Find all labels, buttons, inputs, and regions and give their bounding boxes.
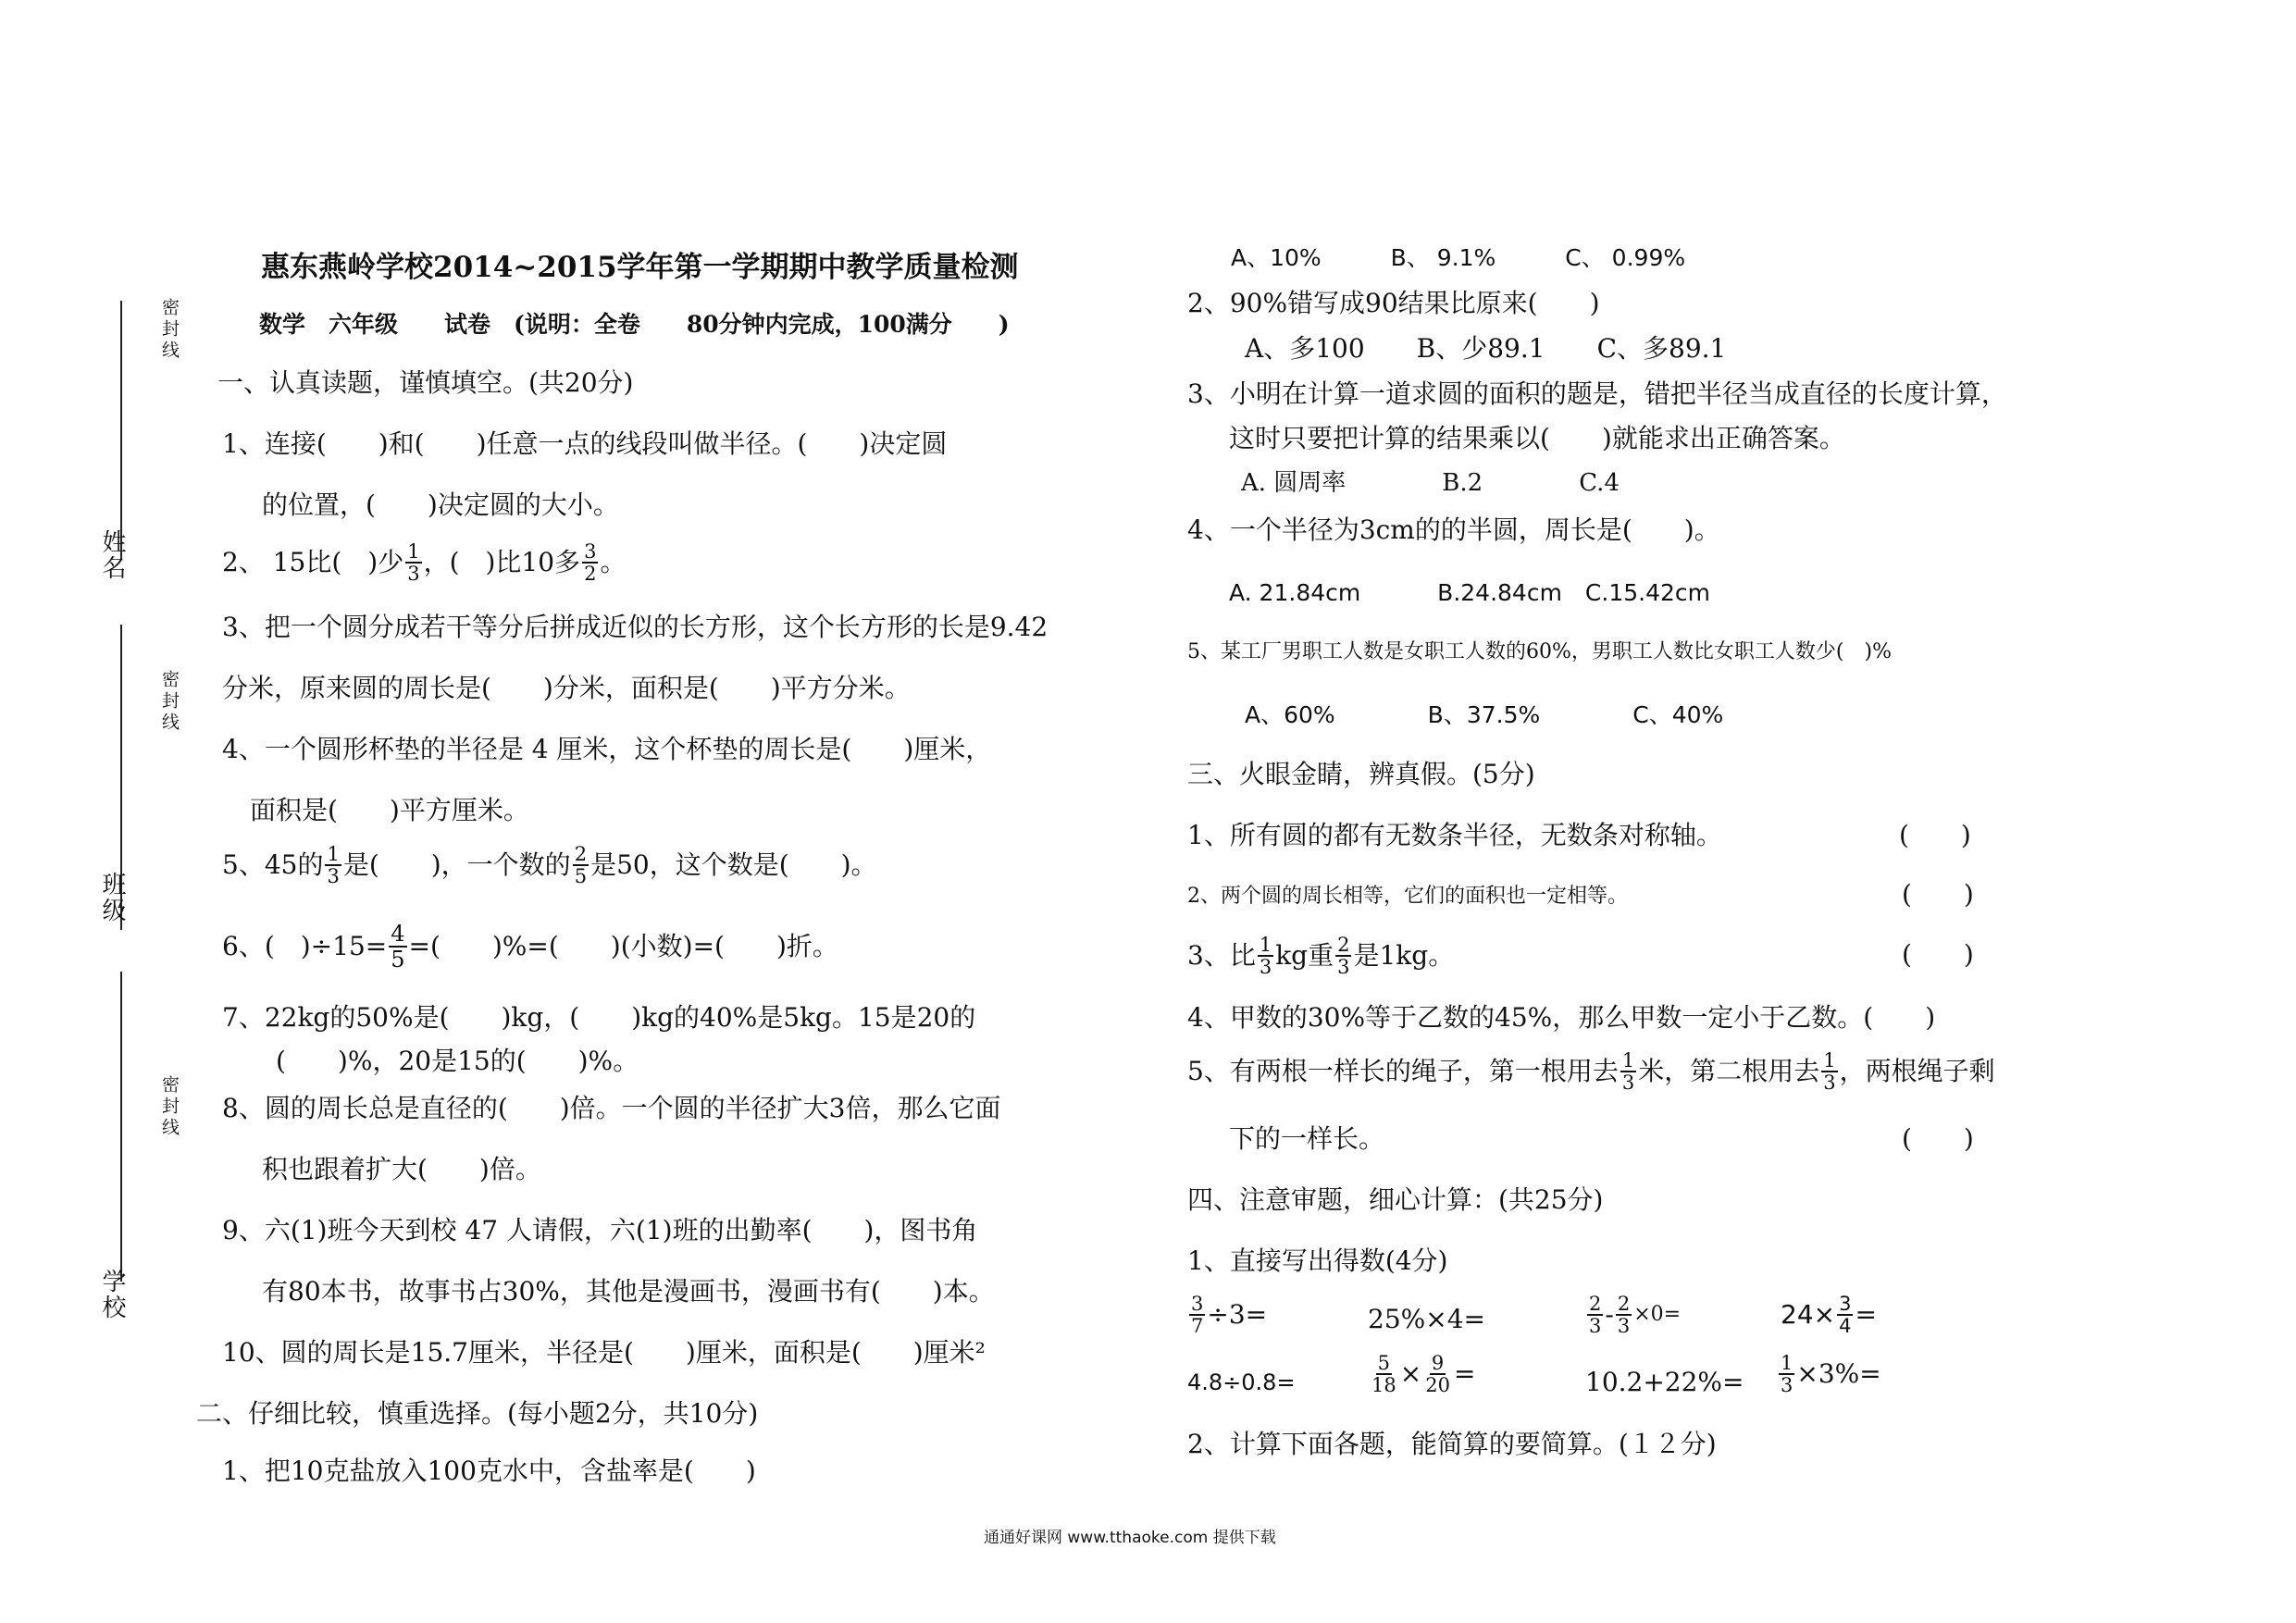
s3-q5-answer-paren[interactable]: ( ): [1902, 1123, 1974, 1154]
numerator: 2: [574, 843, 588, 865]
denominator: 18: [1371, 1374, 1396, 1396]
calc-item-5: 4.8÷0.8=: [1187, 1369, 1296, 1395]
s1-q6-part2: =( )%=( )(小数)=( )折。: [408, 931, 838, 961]
s3-q3-part3: 是1kg。: [1353, 940, 1455, 971]
fraction: [573, 844, 589, 886]
s1-q1-line2: 的位置，( )决定圆的大小。: [262, 489, 619, 520]
s2-q5-options: A、60% B、37.5% C、40%: [1245, 701, 1724, 728]
s2-q4: 4、一个半径为3cm的的半圆，周长是( )。: [1187, 514, 1720, 545]
name-label: 姓名: [98, 529, 126, 581]
denominator: 3: [1617, 1315, 1631, 1337]
denominator: 4: [1839, 1315, 1852, 1337]
footer-source: 通通好课网 www.tthaoke.com 提供下载: [984, 1529, 1276, 1547]
fraction: [1779, 1353, 1794, 1395]
s2-q1: 1、把10克盐放入100克水中，含盐率是( ): [222, 1456, 756, 1486]
s2-q3-line2: 这时只要把计算的结果乘以( )就能求出正确答案。: [1229, 423, 1845, 453]
denominator: 3: [1781, 1374, 1793, 1396]
numerator: 1: [1823, 1049, 1836, 1072]
numerator: 1: [407, 540, 420, 563]
s2-q3-line1: 3、小明在计算一道求圆的面积的题是，错把半径当成直径的长度计算，: [1187, 378, 2007, 409]
denominator: 5: [574, 865, 588, 887]
binding-line-3: [120, 972, 122, 1282]
fraction: [1616, 1294, 1632, 1336]
calc-item-4-rest: =: [1855, 1299, 1877, 1330]
denominator: 20: [1425, 1374, 1450, 1396]
fraction: [1837, 1294, 1853, 1336]
s3-q5-part3: ，两根绳子剩: [1839, 1056, 1995, 1086]
s1-q2-part3: 。: [600, 547, 627, 577]
numerator: 2: [1589, 1293, 1602, 1315]
s3-q2-answer-paren[interactable]: ( ): [1902, 879, 1974, 910]
numerator: 4: [391, 921, 405, 947]
s1-q7-line1: 7、22kg的50%是( )kg，( )kg的40%是5kg。15是20的: [222, 1002, 976, 1033]
calc-item-2: 25%×4=: [1368, 1304, 1485, 1334]
calc-item-3: [1585, 1294, 1681, 1336]
calc-item-3-op: -: [1605, 1299, 1614, 1330]
fraction: [325, 844, 341, 886]
numerator: 3: [584, 540, 597, 563]
section2-heading: 二、仔细比较，慎重选择。(每小题2分，共10分): [196, 1398, 759, 1429]
denominator: 3: [327, 865, 340, 887]
fraction: [1258, 935, 1273, 977]
numerator: 1: [1781, 1352, 1793, 1374]
s1-q1-line1: 1、连接( )和( )任意一点的线段叫做半径。( )决定圆: [222, 428, 948, 459]
s2-q4-options: A. 21.84cm B.24.84cm C.15.42cm: [1229, 579, 1711, 606]
denominator: 5: [391, 947, 405, 973]
s2-q2: 2、90%错写成90结果比原来( ): [1187, 288, 1600, 318]
denominator: 3: [1621, 1072, 1635, 1094]
fraction: [1370, 1353, 1398, 1395]
numerator: 2: [1617, 1293, 1631, 1315]
binding-line-1: [120, 301, 122, 560]
s1-q9-line2: 有80本书，故事书占30%，其他是漫画书，漫画书有( )本。: [262, 1276, 995, 1307]
s2-q5: 5、某工厂男职工人数是女职工人数的60%，男职工人数比女职工人数少( )%: [1187, 640, 1892, 663]
s4-sub2-heading: 2、计算下面各题，能简算的要简算。(１２分): [1187, 1429, 1717, 1459]
seal-line-label-3: 密封线: [159, 1075, 180, 1139]
calc-item-1: [1187, 1294, 1267, 1336]
denominator: 3: [407, 563, 420, 585]
s1-q4-line1: 4、一个圆形杯垫的半径是 4 厘米，这个杯垫的周长是( )厘米，: [222, 734, 992, 764]
s1-q8-line2: 积也跟着扩大( )倍。: [262, 1154, 541, 1184]
s2-q3-options: A. 圆周率 B.2 C.4: [1241, 469, 1620, 497]
seal-line-label-1: 密封线: [159, 298, 180, 362]
numerator: 2: [1337, 934, 1350, 956]
s1-q2: [222, 541, 626, 584]
s3-q3-part2: kg重: [1275, 940, 1334, 971]
calc-item-7: 10.2+22%=: [1585, 1367, 1744, 1397]
section3-heading: 三、火眼金睛，辨真假。(5分): [1187, 759, 1535, 789]
s2-q1-options: A、10% B、 9.1% C、 0.99%: [1231, 244, 1686, 271]
s1-q9-line1: 9、六(1)班今天到校 47 人请假，六(1)班的出勤率( )，图书角: [222, 1215, 978, 1245]
denominator: 3: [1823, 1072, 1836, 1094]
numerator: 9: [1431, 1352, 1445, 1374]
section4-heading: 四、注意审题，细心计算：(共25分): [1187, 1184, 1604, 1215]
s1-q8-line1: 8、圆的周长总是直径的( )倍。一个圆的半径扩大3倍，那么它面: [222, 1093, 1001, 1123]
s3-q1: 1、所有圆的都有无数条半径，无数条对称轴。: [1187, 820, 1722, 850]
denominator: 2: [584, 563, 597, 585]
denominator: 7: [1191, 1315, 1204, 1337]
calc-item-6-rest: =: [1453, 1358, 1476, 1389]
exam-title: 惠东燕岭学校2014~2015学年第一学期期中教学质量检测: [261, 251, 1019, 284]
s3-q5-line2: 下的一样长。: [1229, 1123, 1385, 1154]
s2-q2-options: A、多100 B、少89.1 C、多89.1: [1245, 333, 1727, 364]
s1-q5-part3: 是50，这个数是( )。: [590, 849, 877, 880]
numerator: 3: [1191, 1293, 1204, 1315]
s3-q3: [1187, 935, 1454, 977]
fraction: [389, 922, 406, 972]
fraction: [405, 541, 421, 584]
numerator: 1: [1259, 934, 1272, 956]
fraction: [1821, 1050, 1837, 1093]
s1-q4-line2: 面积是( )平方厘米。: [250, 795, 529, 825]
calc-item-8: [1777, 1353, 1881, 1395]
s1-q5-part2: 是( )，一个数的: [342, 849, 571, 880]
s3-q5: [1187, 1050, 1995, 1093]
calc-item-6-op: ×: [1399, 1358, 1422, 1389]
class-label: 班级: [98, 872, 126, 923]
calc-item-8-rest: ×3%=: [1796, 1358, 1881, 1389]
s1-q10: 10、圆的周长是15.7厘米，半径是( )厘米，面积是( )厘米²: [222, 1337, 986, 1368]
calc-item-4: [1781, 1294, 1877, 1336]
fraction: [1335, 935, 1351, 977]
fraction: [1189, 1294, 1205, 1336]
denominator: 3: [1589, 1315, 1602, 1337]
fraction: [1587, 1294, 1603, 1336]
s1-q3-line1: 3、把一个圆分成若干等分后拼成近似的长方形，这个长方形的长是9.42: [222, 612, 1049, 642]
s1-q5: [222, 844, 877, 886]
fraction: [582, 541, 598, 584]
denominator: 3: [1337, 956, 1350, 978]
seal-line-label-2: 密封线: [159, 670, 180, 734]
numerator: 5: [1377, 1352, 1391, 1374]
calc-item-1-rest: ÷3=: [1207, 1299, 1268, 1330]
calc-item-6: [1368, 1353, 1475, 1395]
s3-q3-answer-paren[interactable]: ( ): [1902, 939, 1974, 970]
s3-q2: 2、两个圆的周长相等，它们的面积也一定相等。: [1187, 885, 1628, 908]
s1-q6: [222, 922, 838, 972]
s1-q5-part1: 5、45的: [222, 849, 324, 880]
s3-q1-answer-paren[interactable]: ( ): [1899, 820, 1971, 850]
section1-heading: 一、认真读题，谨慎填空。(共20分): [217, 367, 634, 398]
s3-q5-part2: 米，第二根用去: [1638, 1056, 1820, 1086]
s1-q3-line2: 分米，原来圆的周长是( )分米，面积是( )平方分米。: [222, 673, 911, 703]
calc-item-3-rest: ×0=: [1633, 1303, 1682, 1326]
s1-q6-part1: 6、( )÷15=: [222, 931, 388, 961]
s3-q5-part1: 5、有两根一样长的绳子，第一根用去: [1187, 1056, 1619, 1086]
denominator: 3: [1259, 956, 1272, 978]
calc-item-4-pre: 24×: [1781, 1299, 1836, 1330]
s3-q3-part1: 3、比: [1187, 940, 1256, 971]
numerator: 3: [1839, 1293, 1852, 1315]
numerator: 1: [1621, 1049, 1635, 1072]
exam-subtitle: 数学 六年级 试卷 (说明：全卷 80分钟内完成，100满分 ): [259, 311, 1010, 338]
fraction: [1620, 1050, 1636, 1093]
s3-q4: 4、甲数的30%等于乙数的45%，那么甲数一定小于乙数。( ): [1187, 1002, 1936, 1033]
s1-q2-part2: ，( )比10多: [423, 547, 581, 577]
school-label: 学校: [98, 1269, 126, 1320]
fraction: [1423, 1353, 1452, 1395]
s4-sub1-heading: 1、直接写出得数(4分): [1187, 1245, 1448, 1276]
numerator: 1: [327, 843, 340, 865]
s1-q2-part1: 2、 15比( )少: [222, 547, 404, 577]
s1-q7-line2: ( )%，20是15的( )%。: [276, 1046, 639, 1076]
